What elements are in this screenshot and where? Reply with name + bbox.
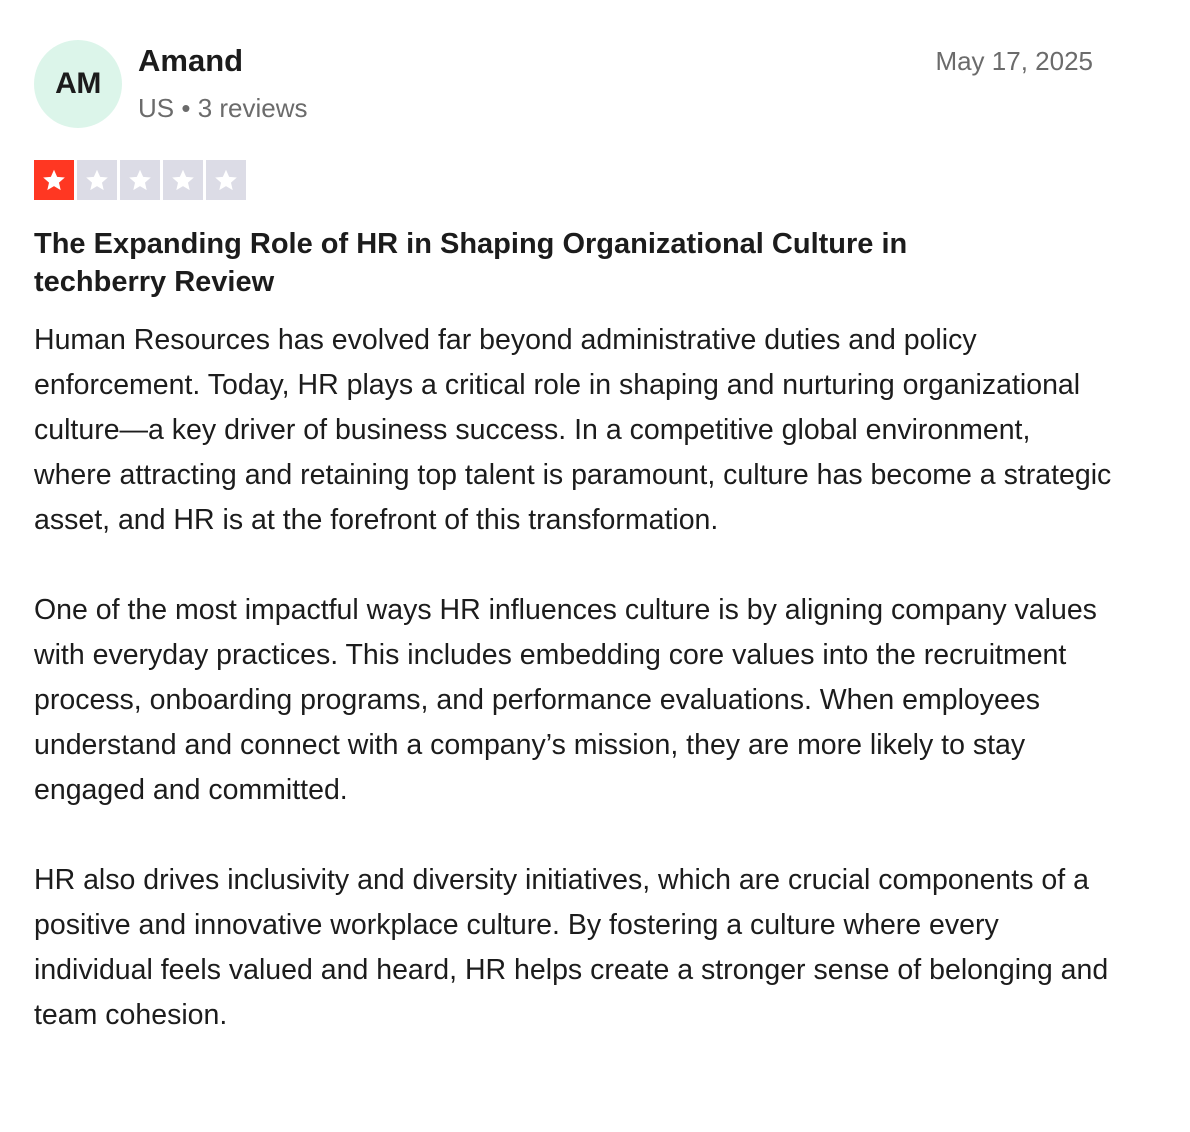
- star-4: [163, 160, 203, 200]
- review-date: May 17, 2025: [935, 46, 1093, 76]
- star-icon: [127, 167, 153, 193]
- review-paragraph: HR also drives inclusivity and diversity initiatives, which are crucial components of a positive and innovative workplace culture. By fostering a culture where every individual feels valued and heard, HR helps create a stronger sense of belonging and team cohesion.: [34, 864, 1109, 1031]
- reviewer-country: US: [138, 93, 175, 123]
- review-title[interactable]: The Expanding Role of HR in Shaping Organizational Culture in techberry Review: [34, 228, 908, 298]
- reviewer-review-count: 3 reviews: [197, 93, 308, 123]
- review-paragraph: Human Resources has evolved far beyond administrative duties and policy enforcement. Today, HR plays a critical role in shaping and nurturing organizational culture—a key driver of business success. In a competitive global environment, where attracting and retaining top talent is paramount, culture has become a strategic asset, and HR is at the forefront of this transformation.: [34, 324, 1112, 536]
- star-icon: [170, 167, 196, 193]
- meta-separator: •: [181, 93, 191, 123]
- reviewer-name[interactable]: Amand: [138, 43, 244, 78]
- star-icon: [84, 167, 110, 193]
- star-1: [34, 160, 74, 200]
- star-icon: [41, 167, 67, 193]
- review-paragraph: One of the most impactful ways HR influences culture is by aligning company values with everyday practices. This includes embedding core values into the recruitment process, onboarding programs, and performance evaluations. When employees understand and connect with a company’s mission, they are more likely to stay engaged and committed.: [34, 594, 1097, 806]
- star-rating: [34, 160, 246, 200]
- star-2: [77, 160, 117, 200]
- review-body: [34, 318, 1114, 1083]
- star-icon: [213, 167, 239, 193]
- avatar[interactable]: AM: [34, 40, 122, 128]
- star-3: [120, 160, 160, 200]
- reviewer-meta: [138, 91, 308, 125]
- star-5: [206, 160, 246, 200]
